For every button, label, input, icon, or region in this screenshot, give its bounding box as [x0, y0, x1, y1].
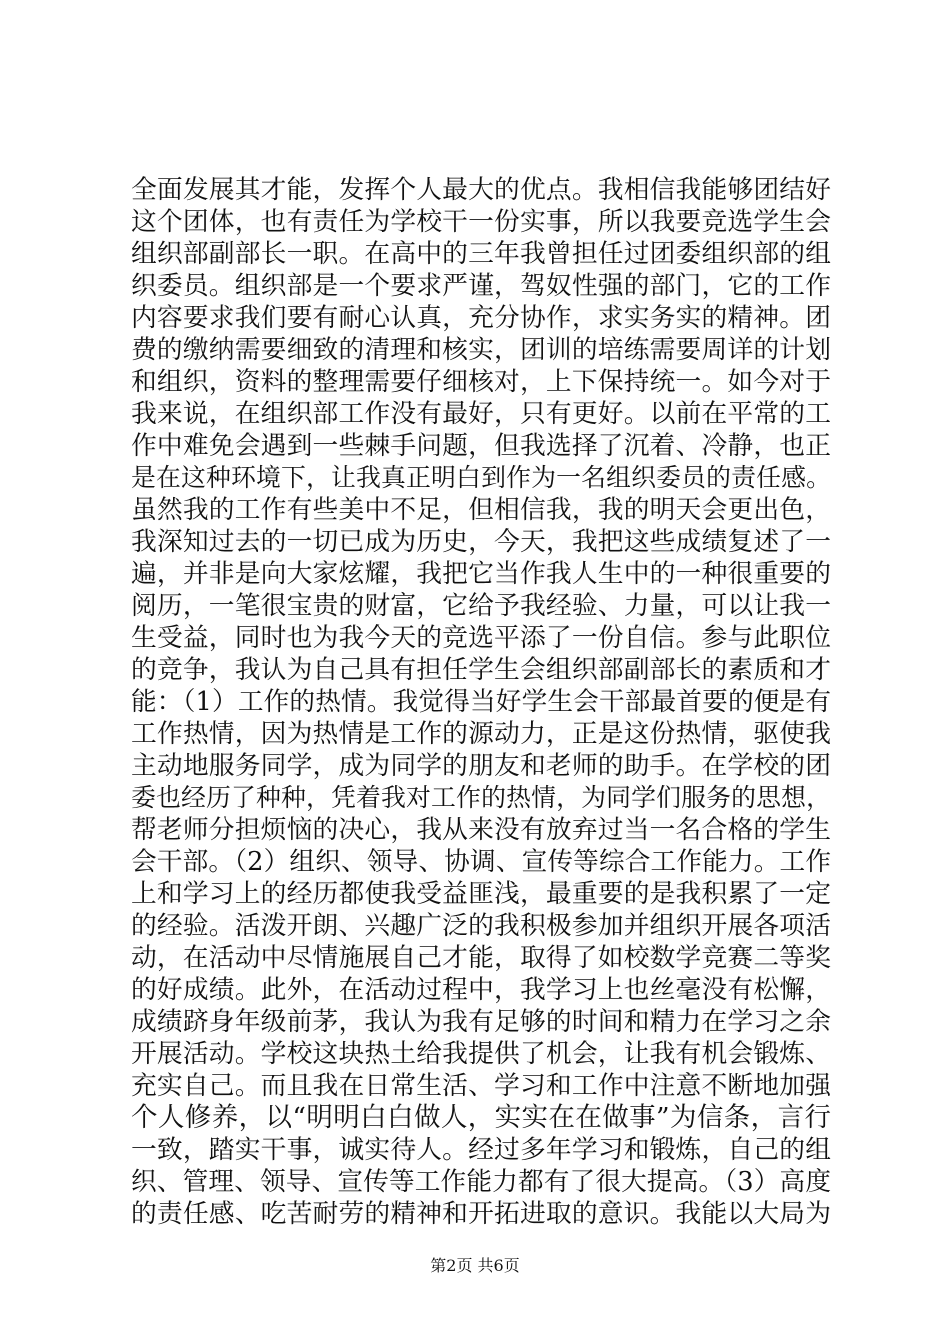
page-footer: 第2页 共6页 [430, 1256, 520, 1275]
text-line: 委也经历了种种，凭着我对工作的热情，为同学们服务的思想， [131, 783, 831, 812]
text-line: 会干部。（2）组织、领导、协调、宣传等综合工作能力。工作 [131, 847, 831, 877]
text-line: 组织部副部长一职。在高中的三年我曾担任过团委组织部的组 [131, 239, 831, 269]
text-line: 的责任感、吃苦耐劳的精神和开拓进取的意识。我能以大局为 [131, 1199, 831, 1229]
text-line: 虽然我的工作有些美中不足，但相信我，我的明天会更出色， [131, 495, 831, 525]
text-line: 遍，并非是向大家炫耀，我把它当作我人生中的一种很重要的 [131, 559, 831, 589]
text-line: 的竞争，我认为自己具有担任学生会组织部副部长的素质和才 [131, 655, 831, 685]
text-line: 作中难免会遇到一些棘手问题，但我选择了沉着、冷静，也正 [131, 431, 831, 461]
text-line: 个人修养，以“明明白白做人，实实在在做事”为信条，言行 [131, 1102, 831, 1133]
text-line: 一致，踏实干事，诚实待人。经过多年学习和锻炼，自己的组 [131, 1135, 831, 1165]
text-line: 织、管理、领导、宣传等工作能力都有了很大提高。（3）高度 [131, 1167, 831, 1197]
text-line: 的好成绩。此外，在活动过程中，我学习上也丝毫没有松懈， [131, 975, 831, 1005]
text-line: 动，在活动中尽情施展自己才能，取得了如校数学竞赛二等奖 [131, 943, 831, 973]
body-text [131, 174, 831, 1230]
text-line: 我深知过去的一切已成为历史，今天，我把这些成绩复述了一 [131, 527, 831, 557]
text-line: 全面发展其才能，发挥个人最大的优点。我相信我能够团结好 [131, 175, 831, 205]
text-line: 内容要求我们要有耐心认真，充分协作，求实务实的精神。团 [131, 303, 831, 333]
text-line: 我来说，在组织部工作没有最好，只有更好。以前在平常的工 [131, 399, 831, 429]
text-line: 能：（1）工作的热情。我觉得当好学生会干部最首要的便是有 [131, 687, 831, 717]
text-line: 生受益，同时也为我今天的竞选平添了一份自信。参与此职位 [131, 623, 831, 653]
text-line: 主动地服务同学，成为同学的朋友和老师的助手。在学校的团 [131, 751, 831, 781]
text-line: 充实自己。而且我在日常生活、学习和工作中注意不断地加强 [131, 1071, 831, 1101]
text-line: 上和学习上的经历都使我受益匪浅，最重要的是我积累了一定 [131, 879, 831, 909]
text-line: 是在这种环境下，让我真正明白到作为一名组织委员的责任感。 [131, 463, 831, 492]
text-line: 这个团体，也有责任为学校干一份实事，所以我要竞选学生会 [131, 207, 831, 237]
text-line: 费的缴纳需要细致的清理和核实，团训的培练需要周详的计划 [131, 335, 831, 365]
text-line: 工作热情，因为热情是工作的源动力，正是这份热情，驱使我 [131, 719, 831, 749]
text-line: 成绩跻身年级前茅，我认为我有足够的时间和精力在学习之余 [131, 1007, 831, 1037]
text-line: 和组织，资料的整理需要仔细核对，上下保持统一。如今对于 [131, 367, 831, 397]
text-line: 的经验。活泼开朗、兴趣广泛的我积极参加并组织开展各项活 [131, 911, 831, 941]
text-line: 帮老师分担烦恼的决心，我从来没有放弃过当一名合格的学生 [131, 815, 831, 845]
text-line: 阅历，一笔很宝贵的财富，它给予我经验、力量，可以让我一 [131, 591, 831, 621]
text-line: 开展活动。学校这块热土给我提供了机会，让我有机会锻炼、 [131, 1039, 831, 1069]
text-line: 织委员。组织部是一个要求严谨，驾奴性强的部门，它的工作 [131, 271, 831, 301]
